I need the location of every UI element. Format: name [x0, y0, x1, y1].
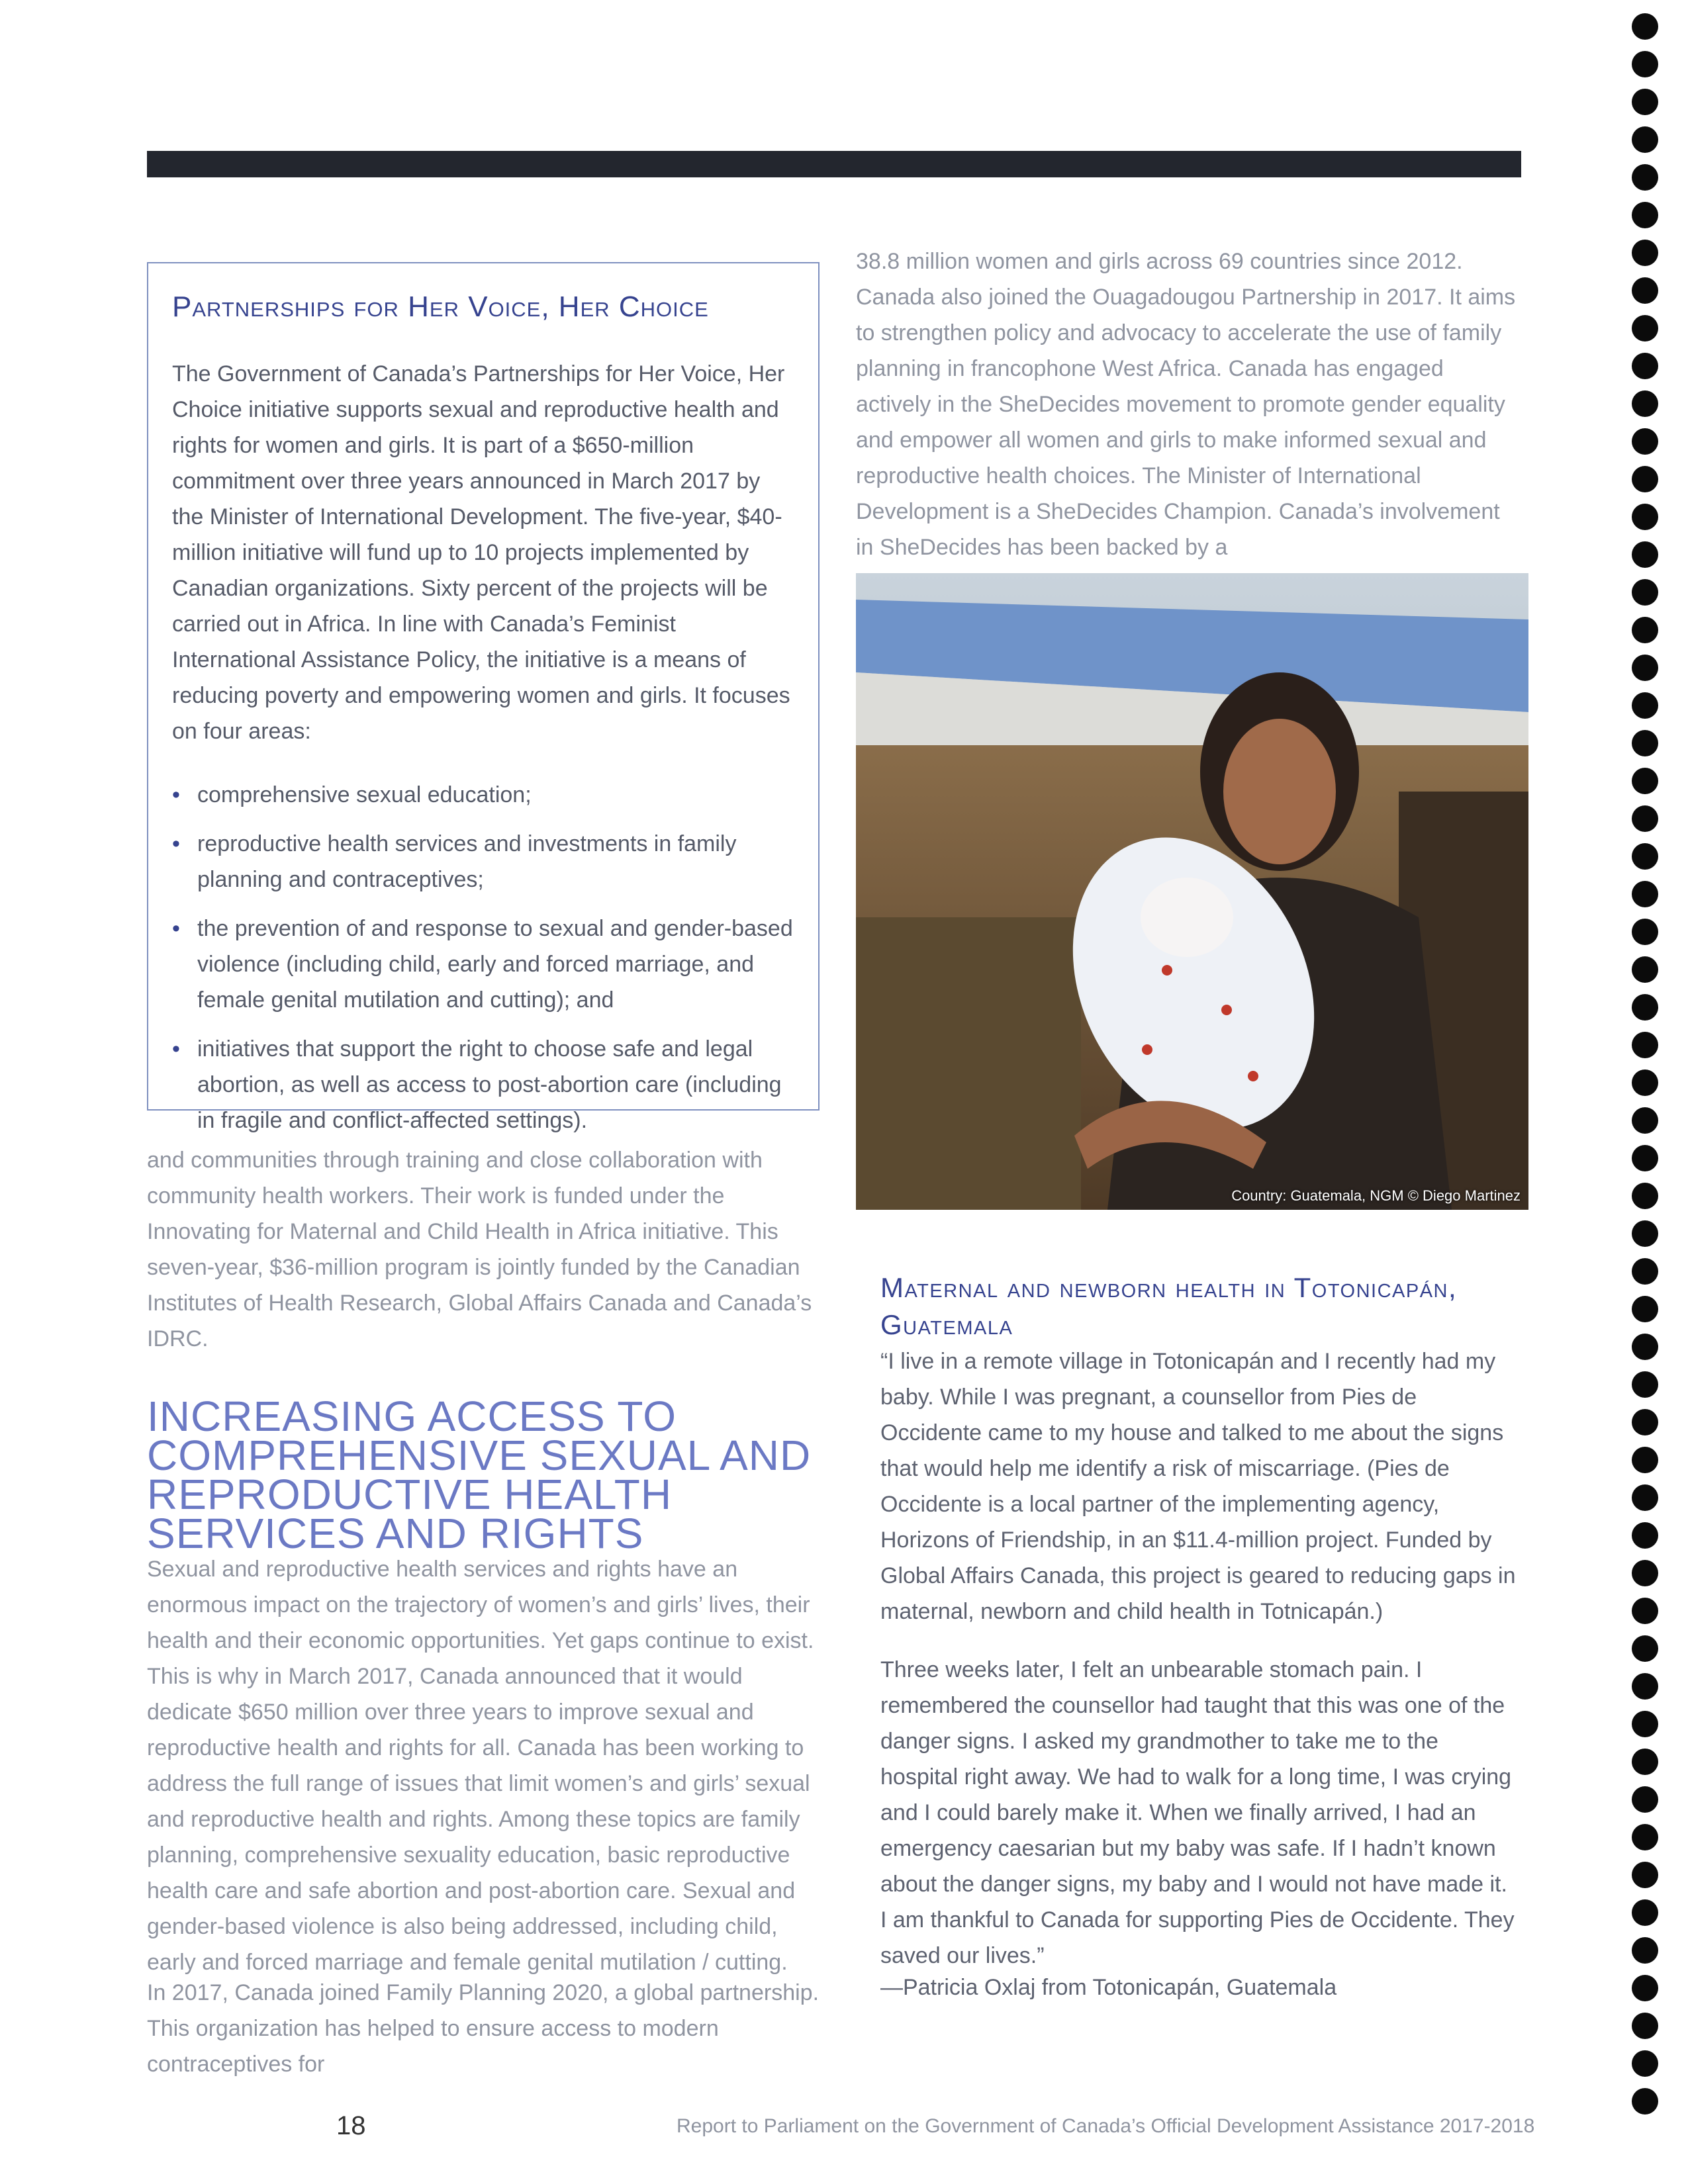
sidebar-paragraph: The Government of Canada’s Partnerships for Her Voice, Her Choice initiative supports sexual and reproductive health and rights for women and girls. It is part of a $650-million commitment over three years announced in March 2017 by the Minister of International Development. The five-year, $40-million initiative will fund up to 10 projects implemented by Canadian organizations. Sixty percent of the projects will be carried out in Africa. In line with Canada’s Feminist International Assistance Policy, the initiative is a means of reducing poverty and empowering women and girls. It focuses on four areas: — [172, 361, 790, 744]
bullet-icon: • — [172, 1036, 180, 1062]
binder-hole-icon — [1632, 202, 1658, 228]
binder-hole-icon — [1632, 1673, 1658, 1700]
list-item-text: initiatives that support the right to choose safe and legal abortion, as well as access to post-abortion care (including in fragile and conflict-affected settings). — [197, 1036, 782, 1133]
binder-hole-icon — [1632, 164, 1658, 191]
binder-hole-icon — [1632, 1296, 1658, 1322]
photo-mother-and-baby — [856, 573, 1528, 1210]
binder-hole-icon — [1632, 353, 1658, 379]
binder-hole-icon — [1632, 1069, 1658, 1096]
page-number: 18 — [336, 2111, 366, 2140]
binder-hole-icon — [1632, 428, 1658, 455]
binder-hole-icon — [1632, 2050, 1658, 2077]
binder-hole-icon — [1632, 692, 1658, 719]
binder-hole-icon — [1632, 1409, 1658, 1435]
binder-hole-icon — [1632, 315, 1658, 341]
binder-hole-icon — [1632, 2088, 1658, 2115]
binder-hole-icon — [1632, 1862, 1658, 1888]
quote-paragraph-1: “I live in a remote village in Totonicapán and I recently had my baby. While I was pregnant, a counsellor from Pies de Occidente came to my house and talked to me about the signs that would help me identify a risk of miscarriage. (Pies de Occidente is a local partner of the implementing agency, Horizons of Friendship, in an $11.4-million project. Funded by Global Affairs Canada, this project is geared to reducing gaps in maternal, newborn and child health in Totnicapán.) — [880, 1349, 1516, 1624]
left-continuation-paragraph: and communities through training and close collaboration with community health workers. Their work is funded under the Innovating for Maternal and Child Health in Africa initiative. This seven-year, $36-million program is jointly funded by the Canadian Institutes of Health Research, Global Affairs Canada and Canada’s IDRC. — [147, 1148, 812, 1351]
binder-hole-icon — [1632, 1598, 1658, 1624]
partnerships-sidebar-box — [147, 262, 820, 1133]
right-continuation-paragraph: 38.8 million women and girls across 69 countries since 2012. Canada also joined the Ouagadougou Partnership in 2017. It aims to strengthen policy and advocacy to accelerate the use of family planning in francophone West Africa. Canada has engaged actively in the SheDecides movement to promote gender equality and empower all women and girls to make informed sexual and reproductive health choices. The Minister of International Development is a SheDecides Champion. Canada’s involvement in SheDecides has been backed by a — [856, 249, 1516, 560]
binder-hole-icon — [1632, 1560, 1658, 1586]
binder-hole-icon — [1632, 655, 1658, 681]
bullet-icon: • — [172, 916, 180, 941]
binder-holes — [1630, 13, 1660, 2177]
photo-illustration — [856, 573, 1528, 1210]
binder-hole-icon — [1632, 1975, 1658, 2001]
subsection-heading: Maternal and newborn health in Totonicapán, Guatemala — [880, 1272, 1458, 1340]
binder-hole-icon — [1632, 579, 1658, 606]
binder-hole-icon — [1632, 881, 1658, 907]
binder-hole-icon — [1632, 51, 1658, 77]
binder-hole-icon — [1632, 956, 1658, 983]
binder-hole-icon — [1632, 240, 1658, 266]
binder-hole-icon — [1632, 805, 1658, 832]
binder-hole-icon — [1632, 504, 1658, 530]
sidebar-bullet-list — [172, 777, 794, 1138]
binder-hole-icon — [1632, 541, 1658, 568]
left-paragraph-1: Sexual and reproductive health services and rights have an enormous impact on the trajectory of women’s and girls’ lives, their health and their economic opportunities. Yet gaps continue to exist. This is why in March 2017, Canada announced that it would dedicate $650 million over three years to improve sexual and reproductive health and rights for all. Canada has been working to address the full range of issues that limit women’s and girls’ sexual and reproductive health and rights. Among these topics are family planning, comprehensive sexuality education, basic reproductive health care and safe abortion and post-abortion care. Sexual and gender-based violence is also being addressed, including child, early and forced marriage and female genital mutilation / cutting. — [147, 1557, 814, 1975]
bullet-icon: • — [172, 831, 180, 856]
binder-hole-icon — [1632, 1899, 1658, 1926]
binder-hole-icon — [1632, 1937, 1658, 1964]
binder-hole-icon — [1632, 1824, 1658, 1850]
binder-hole-icon — [1632, 1484, 1658, 1511]
section-heading: INCREASING ACCESS TO COMPREHENSIVE SEXUAL AND REPRODUCTIVE HEALTH SERVICES AND RIGHTS — [147, 1392, 812, 1558]
header-bar — [147, 151, 1521, 177]
sidebar-title: Partnerships for Her Voice, Her Choice — [172, 291, 709, 323]
binder-hole-icon — [1632, 1635, 1658, 1662]
binder-hole-icon — [1632, 1220, 1658, 1247]
footer-report-title: Report to Parliament on the Government of Canada’s Official Development Assistance 2017-2018 — [677, 2115, 1535, 2137]
list-item — [172, 1031, 794, 1138]
binder-hole-icon — [1632, 1447, 1658, 1473]
binder-hole-icon — [1632, 843, 1658, 870]
binder-hole-icon — [1632, 919, 1658, 945]
binder-hole-icon — [1632, 1711, 1658, 1737]
binder-hole-icon — [1632, 1522, 1658, 1549]
binder-hole-icon — [1632, 13, 1658, 40]
binder-hole-icon — [1632, 466, 1658, 492]
list-item — [172, 777, 794, 813]
binder-hole-icon — [1632, 2013, 1658, 2039]
binder-hole-icon — [1632, 390, 1658, 417]
list-item-text: reproductive health services and investments in family planning and contraceptives; — [197, 831, 737, 892]
photo-caption: Country: Guatemala, NGM © Diego Martinez — [1231, 1187, 1521, 1204]
list-item-text: comprehensive sexual education; — [197, 782, 532, 807]
quote-attribution: —Patricia Oxlaj from Totonicapán, Guatemala — [880, 1975, 1337, 2000]
list-item — [172, 911, 794, 1018]
binder-hole-icon — [1632, 1107, 1658, 1134]
binder-hole-icon — [1632, 1371, 1658, 1398]
binder-hole-icon — [1632, 1786, 1658, 1813]
list-item-text: the prevention of and response to sexual and gender-based violence (including child, early and forced marriage, and female genital mutilation and cutting); and — [197, 916, 793, 1013]
binder-hole-icon — [1632, 730, 1658, 756]
bullet-icon: • — [172, 782, 180, 807]
binder-hole-icon — [1632, 617, 1658, 643]
binder-hole-icon — [1632, 1334, 1658, 1360]
binder-hole-icon — [1632, 1749, 1658, 1775]
left-paragraph-2: In 2017, Canada joined Family Planning 2020, a global partnership. This organization has helped to ensure access to modern contraceptives for — [147, 1980, 820, 2077]
binder-hole-icon — [1632, 89, 1658, 115]
binder-hole-icon — [1632, 768, 1658, 794]
quote-paragraph-2: Three weeks later, I felt an unbearable stomach pain. I remembered the counsellor had taught that this was one of the danger signs. I asked my grandmother to take me to the hospital right away. We had to walk for a long time, I was crying and I could barely make it. When we finally arrived, I had an emergency caesarian but my baby was safe. If I hadn’t known about the danger signs, my baby and I would not have made it. I am thankful to Canada for supporting Pies de Occidente. They saved our lives.” — [880, 1657, 1515, 1968]
binder-hole-icon — [1632, 1145, 1658, 1171]
binder-hole-icon — [1632, 277, 1658, 304]
binder-hole-icon — [1632, 1032, 1658, 1058]
binder-hole-icon — [1632, 126, 1658, 153]
binder-hole-icon — [1632, 994, 1658, 1021]
list-item — [172, 826, 794, 897]
binder-hole-icon — [1632, 1258, 1658, 1285]
binder-hole-icon — [1632, 1183, 1658, 1209]
